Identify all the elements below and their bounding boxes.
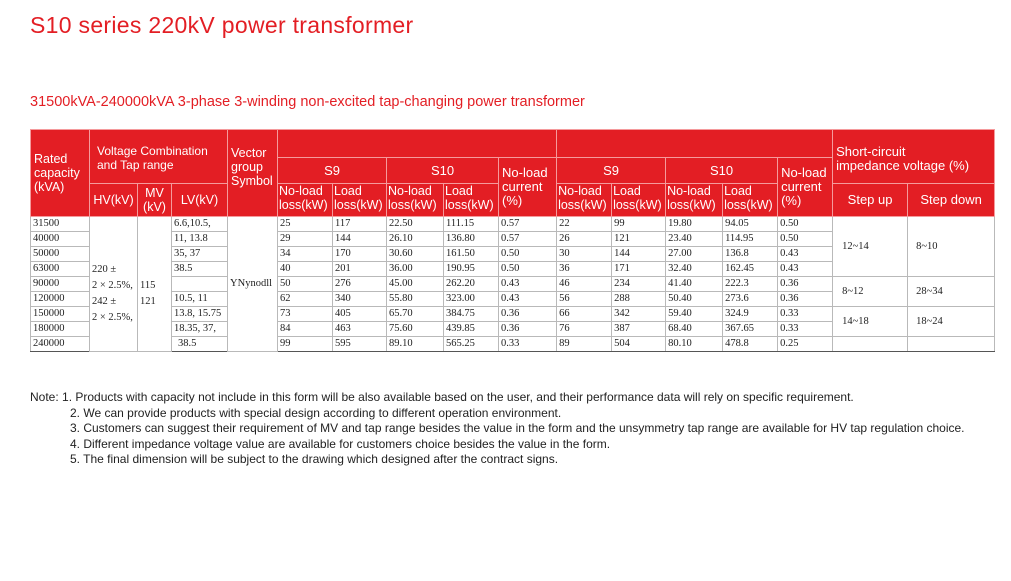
header-s10-b: S10	[666, 158, 778, 184]
cell-s10b-noload: 68.40	[666, 322, 723, 337]
note-3: 3. Customers can suggest their requirement of MV and tap range besides the value in the form and the unsymmetry tap range are available for HV tap regulation choice.	[70, 421, 965, 435]
cell-step-up: 8~12	[833, 277, 908, 307]
cell-s9b-noload: 36	[557, 262, 612, 277]
table-row	[31, 217, 995, 232]
header-s10-load-loss-b: Load loss(kW)	[723, 184, 778, 217]
cell-s10b-noload: 59.40	[666, 307, 723, 322]
cell-capacity: 180000	[31, 322, 90, 337]
cell-step-down-empty	[908, 337, 995, 352]
cell-currentb: 0.36	[778, 277, 833, 292]
cell-s10b-load: 94.05	[723, 217, 778, 232]
cell-step-down: 18~24	[908, 307, 995, 337]
cell-s10b-load: 114.95	[723, 232, 778, 247]
table-row	[31, 277, 995, 292]
cell-lv	[172, 277, 228, 292]
cell-s9b-noload: 22	[557, 217, 612, 232]
cell-s9-load: 201	[333, 262, 387, 277]
header-s9-noload-loss-a: No-load loss(kW)	[278, 184, 333, 217]
cell-s9b-noload: 56	[557, 292, 612, 307]
header-group-b	[557, 130, 833, 158]
cell-s9-noload: 40	[278, 262, 333, 277]
cell-s10-noload: 75.60	[387, 322, 444, 337]
notes	[30, 390, 998, 468]
cell-lv: 6.6,10.5,	[172, 217, 228, 232]
cell-s10-load: 262.20	[444, 277, 499, 292]
header-s9-load-loss-b: Load loss(kW)	[612, 184, 666, 217]
cell-step-down: 8~10	[908, 217, 995, 277]
note-1: Note: 1. Products with capacity not include in this form will be also available based on the user, and their performance data will rely on specific requirement.	[30, 390, 854, 404]
cell-current: 0.43	[499, 292, 557, 307]
header-vector-group: Vector group Symbol	[228, 130, 278, 217]
cell-s9b-noload: 76	[557, 322, 612, 337]
cell-capacity: 63000	[31, 262, 90, 277]
header-noload-current-b: No-load current (%)	[778, 158, 833, 217]
cell-s10-load: 384.75	[444, 307, 499, 322]
cell-mv: 115 121	[138, 217, 172, 352]
cell-s9-noload: 25	[278, 217, 333, 232]
cell-s10-load: 323.00	[444, 292, 499, 307]
cell-s9-noload: 34	[278, 247, 333, 262]
cell-current: 0.50	[499, 247, 557, 262]
cell-s9-load: 463	[333, 322, 387, 337]
cell-lv: 38.5	[172, 262, 228, 277]
header-hv: HV(kV)	[90, 184, 138, 217]
cell-capacity: 150000	[31, 307, 90, 322]
cell-s9b-noload: 89	[557, 337, 612, 352]
header-short-circuit: Short-circuit impedance voltage (%)	[833, 130, 995, 184]
cell-s9b-load: 387	[612, 322, 666, 337]
cell-s9b-noload: 46	[557, 277, 612, 292]
cell-s9b-load: 121	[612, 232, 666, 247]
cell-s10b-load: 162.45	[723, 262, 778, 277]
cell-capacity: 240000	[31, 337, 90, 352]
spec-table	[30, 129, 995, 352]
cell-s9b-noload: 26	[557, 232, 612, 247]
header-step-up: Step up	[833, 184, 908, 217]
cell-s10b-noload: 27.00	[666, 247, 723, 262]
cell-s9b-load: 144	[612, 247, 666, 262]
cell-s9b-load: 288	[612, 292, 666, 307]
cell-step-down: 28~34	[908, 277, 995, 307]
cell-lv: 11, 13.8	[172, 232, 228, 247]
header-s10-noload-loss-a: No-load loss(kW)	[387, 184, 444, 217]
cell-s9-load: 405	[333, 307, 387, 322]
cell-lv: 10.5, 11	[172, 292, 228, 307]
header-s10-noload-loss-b: No-load loss(kW)	[666, 184, 723, 217]
header-voltage-combination: Voltage Combination and Tap range	[90, 130, 228, 184]
cell-lv: 38.5	[172, 337, 228, 352]
cell-s10b-noload: 50.40	[666, 292, 723, 307]
header-rated-capacity: Rated capacity (kVA)	[31, 130, 90, 217]
header-step-down: Step down	[908, 184, 995, 217]
cell-current: 0.57	[499, 232, 557, 247]
cell-s10-noload: 45.00	[387, 277, 444, 292]
cell-s9b-load: 99	[612, 217, 666, 232]
cell-lv: 13.8, 15.75	[172, 307, 228, 322]
cell-s10-load: 111.15	[444, 217, 499, 232]
cell-s10-noload: 55.80	[387, 292, 444, 307]
page-subtitle: 31500kVA-240000kVA 3-phase 3-winding non-excited tap-changing power transformer	[30, 94, 585, 110]
cell-s10b-load: 367.65	[723, 322, 778, 337]
header-noload-current-a: No-load current (%)	[499, 158, 557, 217]
cell-s9-load: 340	[333, 292, 387, 307]
header-group-a	[278, 130, 557, 158]
cell-currentb: 0.33	[778, 307, 833, 322]
header-s9-b: S9	[557, 158, 666, 184]
cell-hv: 220 ± 2 × 2.5%, 242 ± 2 × 2.5%,	[90, 217, 138, 352]
header-s9-noload-loss-b: No-load loss(kW)	[557, 184, 612, 217]
cell-s9-noload: 50	[278, 277, 333, 292]
cell-currentb: 0.43	[778, 247, 833, 262]
cell-s9b-load: 342	[612, 307, 666, 322]
cell-s10-load: 439.85	[444, 322, 499, 337]
cell-s9-load: 170	[333, 247, 387, 262]
cell-capacity: 40000	[31, 232, 90, 247]
cell-step-up: 12~14	[833, 217, 908, 277]
cell-s9-load: 117	[333, 217, 387, 232]
cell-s10b-noload: 41.40	[666, 277, 723, 292]
cell-s9-noload: 62	[278, 292, 333, 307]
cell-s10b-load: 273.6	[723, 292, 778, 307]
cell-s10b-noload: 19.80	[666, 217, 723, 232]
cell-s10b-load: 324.9	[723, 307, 778, 322]
cell-step-up: 14~18	[833, 307, 908, 337]
cell-s10-load: 190.95	[444, 262, 499, 277]
cell-capacity: 31500	[31, 217, 90, 232]
cell-s10-noload: 89.10	[387, 337, 444, 352]
cell-currentb: 0.50	[778, 232, 833, 247]
cell-s10-noload: 65.70	[387, 307, 444, 322]
cell-current: 0.50	[499, 262, 557, 277]
table-row	[31, 307, 995, 322]
cell-s9b-noload: 66	[557, 307, 612, 322]
cell-s10b-noload: 32.40	[666, 262, 723, 277]
cell-currentb: 0.43	[778, 262, 833, 277]
note-2: 2. We can provide products with special design according to different operation environment.	[70, 405, 562, 420]
cell-s9-load: 595	[333, 337, 387, 352]
note-4: 4. Different impedance voltage value are available for customers choice besides the value in the form.	[70, 436, 611, 451]
header-s9-load-loss-a: Load loss(kW)	[333, 184, 387, 217]
header-lv: LV(kV)	[172, 184, 228, 217]
cell-s9-load: 144	[333, 232, 387, 247]
cell-step-up-empty	[833, 337, 908, 352]
cell-s10-load: 161.50	[444, 247, 499, 262]
header-s10-load-loss-a: Load loss(kW)	[444, 184, 499, 217]
cell-s10-noload: 30.60	[387, 247, 444, 262]
cell-lv: 18.35, 37,	[172, 322, 228, 337]
table-row	[31, 337, 995, 352]
cell-s9-load: 276	[333, 277, 387, 292]
cell-s10-load: 565.25	[444, 337, 499, 352]
cell-s9-noload: 84	[278, 322, 333, 337]
cell-s10-noload: 22.50	[387, 217, 444, 232]
cell-s9b-load: 234	[612, 277, 666, 292]
cell-current: 0.57	[499, 217, 557, 232]
cell-capacity: 50000	[31, 247, 90, 262]
note-5: 5. The final dimension will be subject to the drawing which designed after the contract signs.	[70, 452, 559, 466]
header-s10-a: S10	[387, 158, 499, 184]
cell-s9b-load: 504	[612, 337, 666, 352]
cell-s9-noload: 73	[278, 307, 333, 322]
cell-currentb: 0.50	[778, 217, 833, 232]
cell-s10-noload: 36.00	[387, 262, 444, 277]
cell-lv: 35, 37	[172, 247, 228, 262]
cell-capacity: 120000	[31, 292, 90, 307]
cell-s9-noload: 29	[278, 232, 333, 247]
cell-currentb: 0.25	[778, 337, 833, 352]
cell-current: 0.36	[499, 322, 557, 337]
cell-s10b-noload: 23.40	[666, 232, 723, 247]
cell-s9b-noload: 30	[557, 247, 612, 262]
cell-s10b-load: 478.8	[723, 337, 778, 352]
page-title: S10 series 220kV power transformer	[30, 12, 414, 38]
cell-current: 0.43	[499, 277, 557, 292]
cell-s9b-load: 171	[612, 262, 666, 277]
cell-s10b-load: 136.8	[723, 247, 778, 262]
cell-s9-noload: 99	[278, 337, 333, 352]
cell-s10-load: 136.80	[444, 232, 499, 247]
header-s9-a: S9	[278, 158, 387, 184]
cell-s10b-noload: 80.10	[666, 337, 723, 352]
cell-s10-noload: 26.10	[387, 232, 444, 247]
cell-current: 0.36	[499, 307, 557, 322]
cell-capacity: 90000	[31, 277, 90, 292]
cell-s10b-load: 222.3	[723, 277, 778, 292]
cell-current: 0.33	[499, 337, 557, 352]
cell-currentb: 0.36	[778, 292, 833, 307]
cell-currentb: 0.33	[778, 322, 833, 337]
cell-vector-group: YNynodll	[228, 217, 278, 352]
header-mv: MV (kV)	[138, 184, 172, 217]
